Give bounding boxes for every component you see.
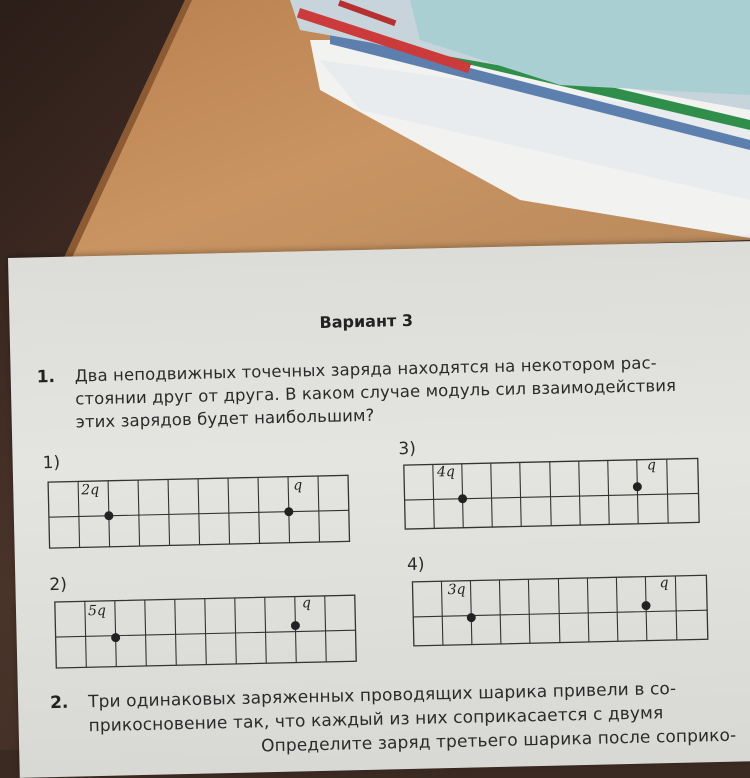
option-2-label: 2) [49, 574, 68, 596]
option-2-left-charge: 5q [87, 602, 107, 620]
option-4-right-charge: q [659, 575, 669, 592]
option-3-left-charge: 4q [436, 463, 456, 481]
option-3-label: 3) [398, 438, 417, 460]
option-1-charge-right-dot [284, 507, 293, 516]
option-3-charge-right-dot [633, 482, 642, 491]
option-4-left-charge: 3q [447, 581, 466, 599]
notebooks-stack [0, 0, 750, 260]
option-3-right-charge: q [646, 457, 657, 474]
option-1-left-charge: 2q [81, 481, 100, 499]
question-2-line-3: Определите заряд третьего шарика после соприко- [260, 725, 737, 757]
question-1-line-2: стоянии друг от друга. В каком случае модуль сил взаимодействия [75, 375, 677, 409]
option-2-right-charge: q [301, 595, 312, 612]
question-1-line-3: этих зарядов будет наибольшим? [75, 405, 375, 432]
question-2-number: 2. [49, 692, 69, 714]
option-1-label: 1) [42, 452, 61, 474]
option-1-right-charge: q [293, 477, 303, 494]
question-1-number: 1. [36, 366, 56, 388]
option-3-charge-left-dot [458, 494, 467, 503]
option-1-charge-left-dot [104, 511, 113, 520]
question-2-line-1: Три одинаковых заряженных проводящих шарика привели в со- [87, 678, 677, 713]
option-4-charge-right-dot [641, 601, 650, 610]
question-2-line-2: прикосновение так, что каждый из них соприкасается с двумя [88, 703, 664, 737]
option-2-charge-left-dot [111, 633, 120, 642]
question-1-line-1: Два неподвижных точечных заряда находятся на некотором рас- [74, 353, 657, 386]
option-4-label: 4) [406, 554, 425, 576]
test-paper-sheet [8, 241, 750, 778]
option-2-charge-right-dot [291, 621, 300, 630]
option-4-charge-left-dot [467, 613, 476, 622]
variant-title: Вариант 3 [319, 310, 414, 332]
